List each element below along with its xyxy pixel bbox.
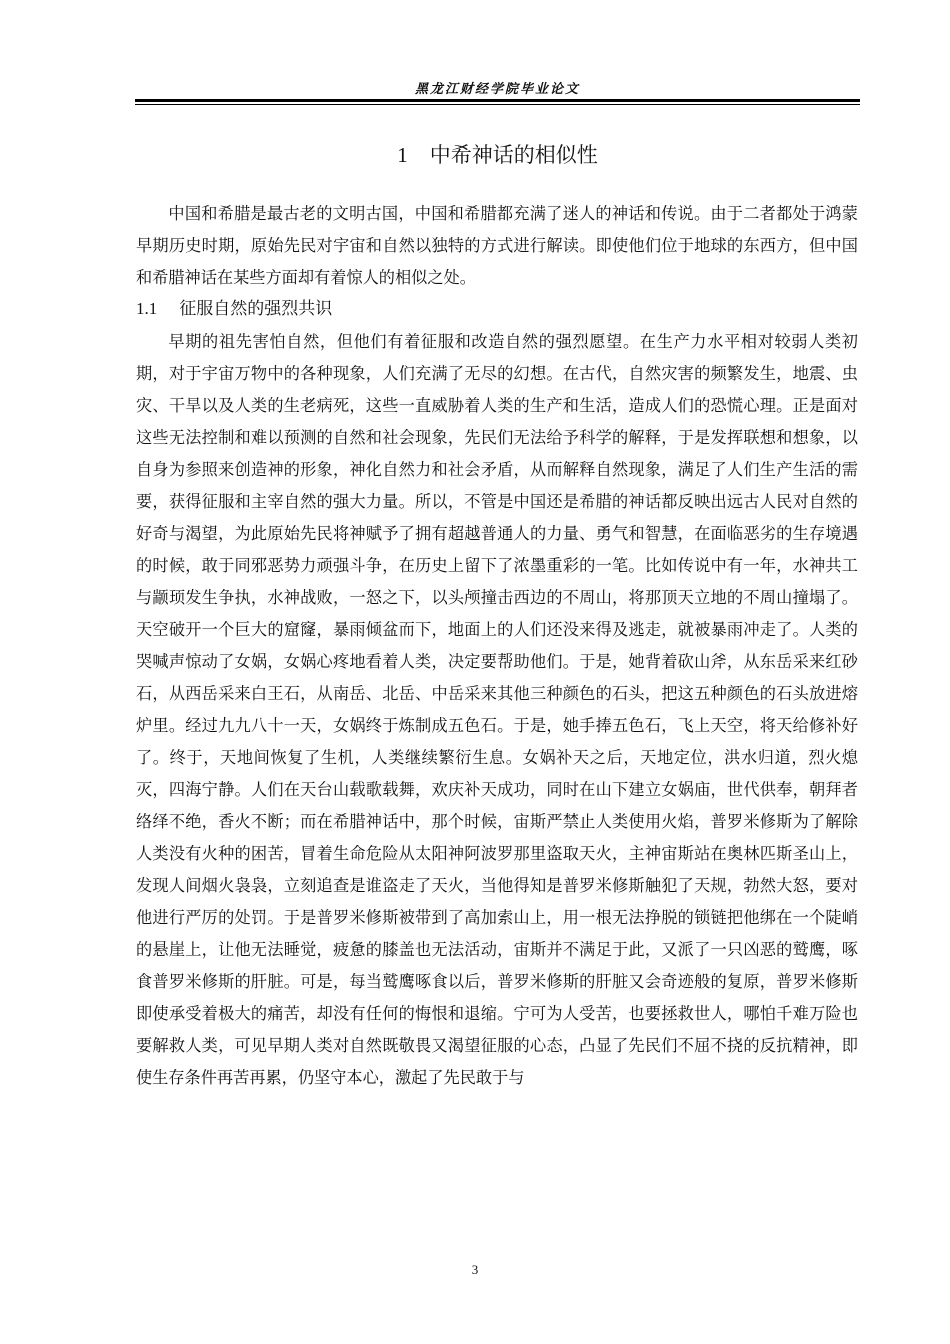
intro-paragraph: 中国和希腊是最古老的文明古国，中国和希腊都充满了迷人的神话和传说。由于二者都处于鸿蒙早期历史时期，原始先民对宇宙和自然以独特的方式进行解读。即使他们位于地球的东西方，但中国和希腊神话在某些方面却有着惊人的相似之处。 [136, 204, 858, 287]
running-header: 黑龙江财经学院毕业论文 [414, 82, 580, 97]
chapter-title [135, 139, 860, 169]
section-paragraph: 早期的祖先害怕自然，但他们有着征服和改造自然的强烈愿望。在生产力水平相对较弱人类初期，对于宇宙万物中的各种现象，人们充满了无尽的幻想。在古代，自然灾害的频繁发生，地震、虫灾、干旱以及人类的生老病死，这些一直威胁着人类的生产和生活，造成人们的恐慌心理。正是面对这些无法控制和难以预测的自然和社会现象，先民们无法给予科学的解释，于是发挥联想和想象，以自身为参照来创造神的形象，神化自然力和社会矛盾，从而解释自然现象，满足了人们生产生活的需要，获得征服和主宰自然的强大力量。所以，不管是中国还是希腊的神话都反映出远古人民对自然的好奇与渴望，为此原始先民将神赋予了拥有超越普通人的力量、勇气和智慧，在面临恶劣的生存境遇的时候，敢于同邪恶势力顽强斗争，在历史上留下了浓墨重彩的一笔。比如传说中有一年，水神共工与颛顼发生争执，水神战败，一怒之下，以头颅撞击西边的不周山，将那顶天立地的不周山撞塌了。天空破开一个巨大的窟窿，暴雨倾盆而下，地面上的人们还没来得及逃走，就被暴雨冲走了。人类的哭喊声惊动了女娲，女娲心疼地看着人类，决定要帮助他们。于是，她背着砍山斧，从东岳采来红砂石，从西岳采来白王石，从南岳、北岳、中岳采来其他三种颜色的石头，把这五种颜色的石头放进熔炉里。经过九九八十一天，女娲终于炼制成五色石。于是，她手捧五色石，飞上天空，将天给修补好了。终于，天地间恢复了生机，人类继续繁衍生息。女娲补天之后，天地定位，洪水归道，烈火熄灭，四海宁静。人们在天台山载歌载舞，欢庆补天成功，同时在山下建立女娲庙，世代供奉，朝拜者络绎不绝，香火不断；而在希腊神话中，那个时候，宙斯严禁止人类使用火焰，普罗米修斯为了解除人类没有火种的困苦，冒着生命危险从太阳神阿波罗那里盗取天火，主神宙斯站在奥林匹斯圣山上，发现人间烟火袅袅，立刻追查是谁盗走了天火，当他得知是普罗米修斯触犯了天规，勃然大怒，要对他进行严厉的处罚。于是普罗米修斯被带到了高加索山上，用一根无法挣脱的锁链把他绑在一个陡峭的悬崖上，让他无法睡觉，疲惫的膝盖也无法活动，宙斯并不满足于此，又派了一只凶恶的鹫鹰，啄食普罗米修斯的肝脏。可是，每当鹫鹰啄食以后，普罗米修斯的肝脏又会奇迹般的复原，普罗米修斯即使承受着极大的痛苦，却没有任何的悔恨和退缩。宁可为人受苦，也要拯救世人，哪怕千难万险也要解救人类，可见早期人类对自然既敬畏又渴望征服的心态，凸显了先民们不屈不挠的反抗精神，即使生存条件再苦再累，仍坚守本心，激起了先民敢于与 [136, 332, 858, 1087]
header-rule-thick [135, 99, 860, 102]
chapter-number: 1 [397, 143, 408, 167]
section-title-text: 征服自然的强烈共识 [179, 299, 333, 319]
page-number: 3 [471, 1262, 479, 1277]
header-rule-thin [135, 104, 860, 105]
section-heading [136, 294, 332, 319]
section-number: 1.1 [136, 299, 158, 318]
chapter-title-text: 中希神话的相似性 [429, 143, 598, 167]
